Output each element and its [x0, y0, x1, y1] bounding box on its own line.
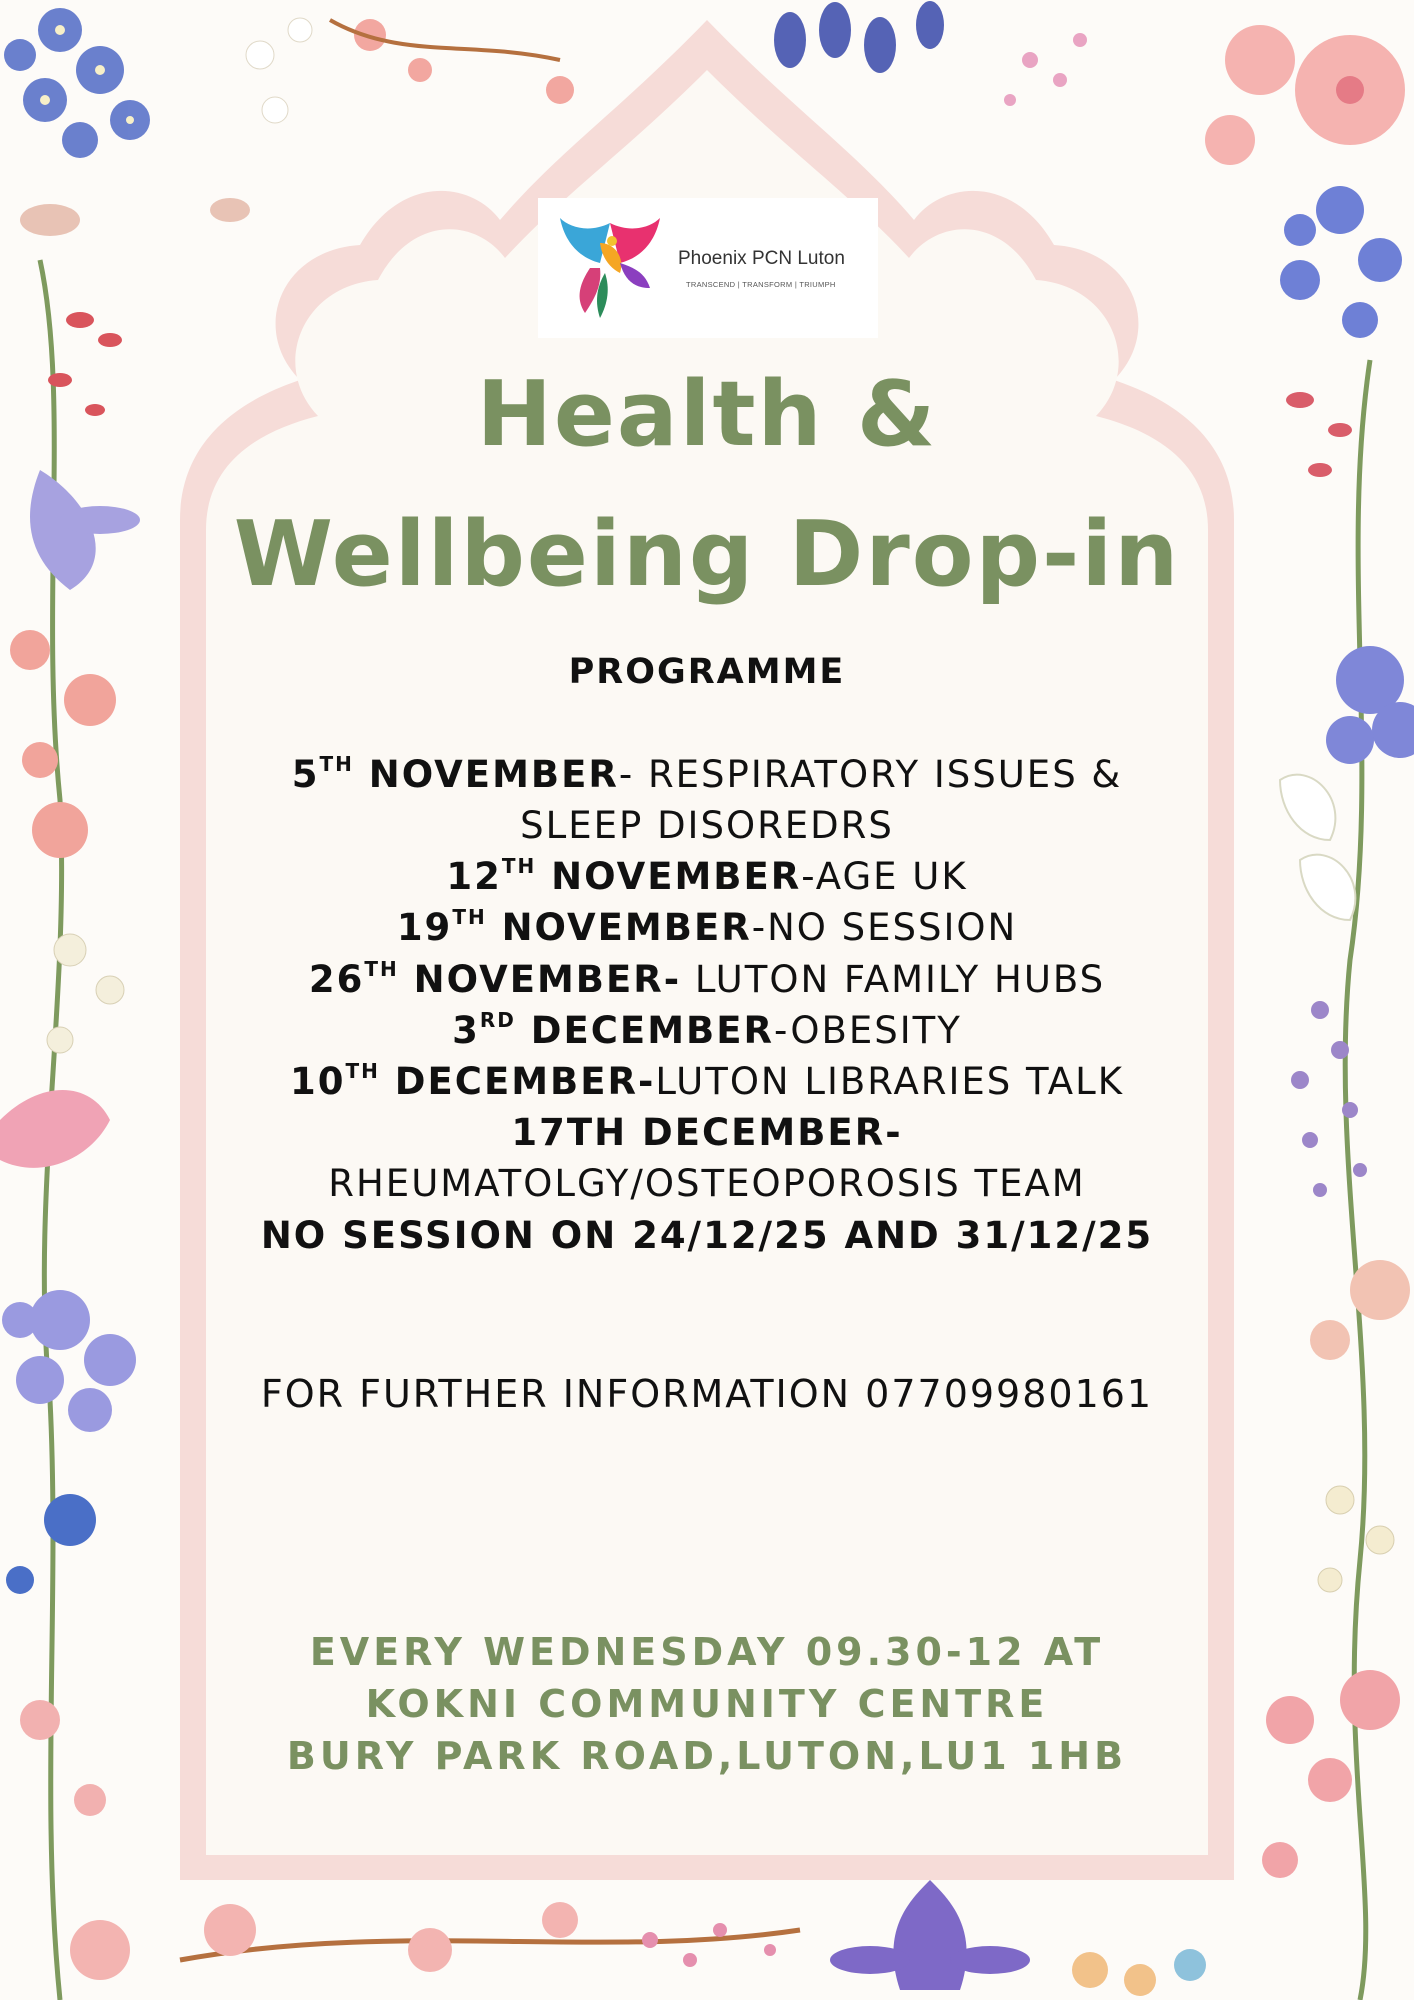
schedule-item-continuation: SLEEP DISOREDRS: [520, 804, 894, 847]
title-line-2: Wellbeing Drop-in: [233, 502, 1181, 607]
schedule-topic: LUTON LIBRARIES TALK: [655, 1060, 1124, 1103]
schedule-date: 12TH NOVEMBER: [446, 854, 802, 898]
schedule-date: 10TH DECEMBER-: [290, 1059, 656, 1103]
schedule-date: 26TH NOVEMBER-: [308, 957, 682, 1001]
flower-cluster-top-left: [4, 8, 574, 236]
schedule-date: 3RD DECEMBER: [452, 1008, 774, 1052]
logo-name: Phoenix PCN Luton: [678, 248, 845, 269]
phoenix-logo-icon: [550, 213, 670, 323]
further-info: FOR FURTHER INFORMATION 07709980161: [260, 1372, 1154, 1416]
title-line-1: Health &: [476, 362, 938, 467]
schedule-item: [200, 752, 1214, 796]
schedule-item-continuation: RHEUMATOLGY/OSTEOPOROSIS TEAM: [328, 1162, 1086, 1205]
schedule-topic: LUTON FAMILY HUBS: [681, 958, 1106, 1001]
no-session-notice: NO SESSION ON 24/12/25 AND 31/12/25: [260, 1214, 1154, 1257]
schedule-item: [200, 1113, 1214, 1154]
schedule-topic: -OBESITY: [773, 1009, 962, 1052]
schedule-date: 19TH NOVEMBER: [396, 905, 752, 949]
schedule-topic: -NO SESSION: [751, 906, 1018, 949]
schedule-date: 17TH DECEMBER-: [511, 1111, 903, 1154]
schedule-item: [200, 854, 1214, 898]
programme-heading: PROGRAMME: [568, 652, 846, 692]
logo-tagline: TRANSCEND | TRANSFORM | TRIUMPH: [686, 280, 836, 289]
schedule-notice: [200, 1216, 1214, 1257]
schedule-topic: -AGE UK: [801, 855, 968, 898]
flower-cluster-bottom: [70, 1880, 1206, 1996]
venue-line-1: EVERY WEDNESDAY 09.30-12 AT: [309, 1630, 1105, 1674]
schedule-item: [200, 1008, 1214, 1052]
schedule-topic: - RESPIRATORY ISSUES &: [618, 753, 1123, 796]
schedule-item: [200, 905, 1214, 949]
venue-line-3: BURY PARK ROAD,LUTON,LU1 1HB: [286, 1734, 1128, 1778]
venue-line-2: KOKNI COMMUNITY CENTRE: [365, 1682, 1049, 1726]
logo: [538, 198, 878, 338]
schedule-item: [200, 1059, 1214, 1103]
schedule-item: [200, 957, 1214, 1001]
schedule-date: 5TH NOVEMBER: [291, 752, 619, 796]
